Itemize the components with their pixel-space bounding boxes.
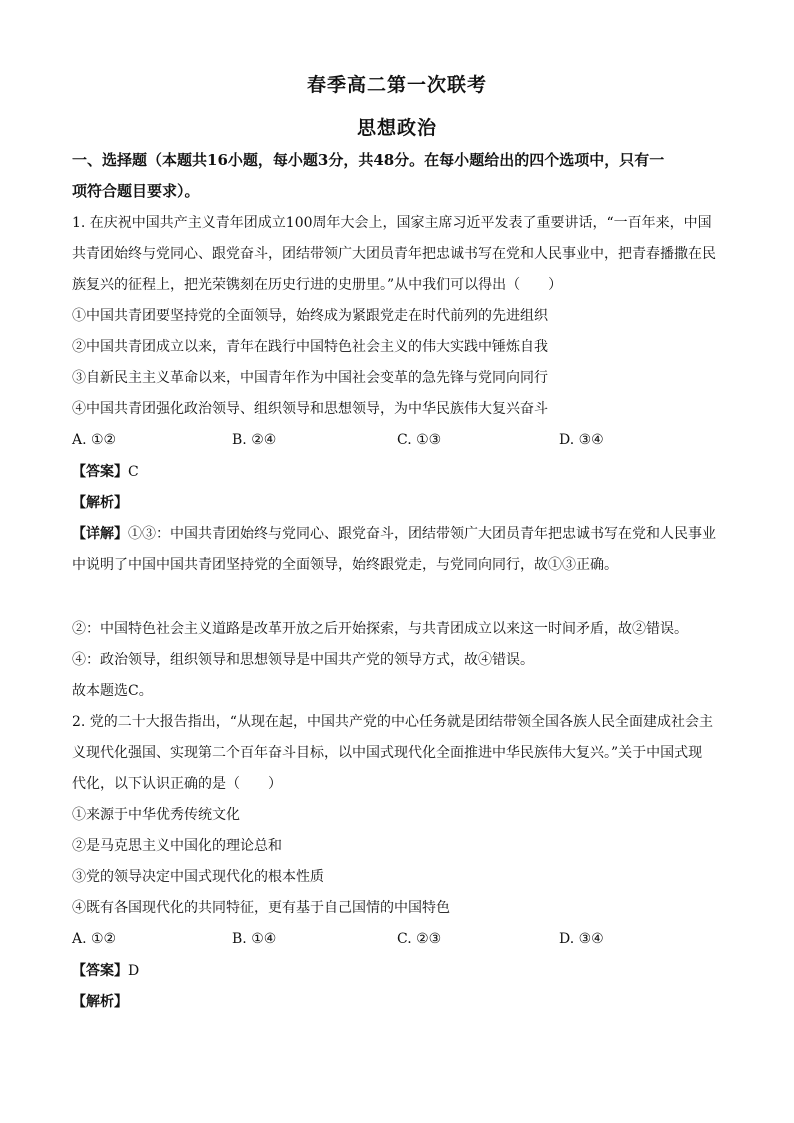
exam-title: 春季高二第一次联考 <box>306 74 487 96</box>
q1-stem-line1: 1. 在庆祝中国共产主义青年团成立100周年大会上，国家主席习近平发表了重要讲话，“一百年来，中国 <box>72 215 712 231</box>
q2-option-b: B. ①④ <box>232 931 277 947</box>
q2-analysis-tag: 【解析】 <box>72 994 128 1010</box>
q1-detail-line3: ②：中国特色社会主义道路是改革开放之后开始探索，与共青团成立以来这一时间矛盾，故②错误。 <box>72 621 688 637</box>
q1-analysis-row <box>72 494 128 512</box>
q1-statement-1: ①中国共青团要坚持党的全面领导，始终成为紧跟党走在时代前列的先进组织 <box>72 308 548 324</box>
q2-statement-2: ②是马克思主义中国化的理论总和 <box>72 838 282 854</box>
section-heading-line2: 项符合题目要求）。 <box>72 182 200 200</box>
q1-option-b: B. ②④ <box>232 432 277 448</box>
q1-option-d: D. ③④ <box>559 432 604 448</box>
q1-detail-line1 <box>72 525 716 543</box>
q1-option-a: A. ①② <box>72 432 117 448</box>
q2-answer-tag: 【答案】 <box>72 963 128 979</box>
q1-answer-tag: 【答案】 <box>72 464 128 480</box>
q2-stem-line2: 义现代化强国、实现第二个百年奋斗目标，以中国式现代化全面推进中华民族伟大复兴。”关于中国式现 <box>72 745 703 761</box>
q2-statement-4: ④既有各国现代化的共同特征，更有基于自己国情的中国特色 <box>72 900 450 916</box>
q1-detail-line2: 中说明了中国中国共青团坚持党的全面领导，始终跟党走，与党同向同行，故①③正确。 <box>72 557 618 573</box>
q1-statement-3: ③自新民主主义革命以来，中国青年作为中国社会变革的急先锋与党同向同行 <box>72 370 548 386</box>
q2-answer-value: D <box>128 963 140 979</box>
q1-answer-value: C <box>128 464 139 480</box>
q2-option-c: C. ②③ <box>397 931 442 947</box>
q2-analysis-row <box>72 993 128 1011</box>
q1-detail-text1: ①③：中国共青团始终与党同心、跟党奋斗，团结带领广大团员青年把忠诚书写在党和人民事业 <box>128 526 716 542</box>
q2-answer-row <box>72 962 139 980</box>
q1-stem-line2: 共青团始终与党同心、跟党奋斗，团结带领广大团员青年把忠诚书写在党和人民事业中，把青春播撒在民 <box>72 246 716 262</box>
q1-detail-line4: ④：政治领导，组织领导和思想领导是中国共产党的领导方式，故④错误。 <box>72 652 534 668</box>
q2-stem-line3: 代化，以下认识正确的是（ ） <box>72 776 282 792</box>
subject-title: 思想政治 <box>356 117 437 139</box>
q1-answer-row <box>72 463 139 481</box>
q1-analysis-tag: 【解析】 <box>72 495 128 511</box>
q2-option-d: D. ③④ <box>559 931 604 947</box>
q1-statement-2: ②中国共青团成立以来，青年在践行中国特色社会主义的伟大实践中锤炼自我 <box>72 339 548 355</box>
q1-statement-4: ④中国共青团强化政治领导、组织领导和思想领导，为中华民族伟大复兴奋斗 <box>72 401 548 417</box>
q1-option-c: C. ①③ <box>397 432 442 448</box>
q2-statement-3: ③党的领导决定中国式现代化的根本性质 <box>72 869 324 885</box>
q2-stem-line1: 2. 党的二十大报告指出，“从现在起，中国共产党的中心任务就是团结带领全国各族人民全面建成社会主 <box>72 714 713 730</box>
section-heading-line1: 一、选择题（本题共16小题，每小题3分，共48分。在每小题给出的四个选项中，只有一 <box>72 151 665 169</box>
q1-stem-line3: 族复兴的征程上，把光荣镌刻在历史行进的史册里。”从中我们可以得出（ ） <box>72 277 563 293</box>
q2-option-a: A. ①② <box>72 931 117 947</box>
q1-conclusion: 故本题选C。 <box>72 683 153 699</box>
q1-detail-tag: 【详解】 <box>72 526 128 542</box>
q2-statement-1: ①来源于中华优秀传统文化 <box>72 807 240 823</box>
